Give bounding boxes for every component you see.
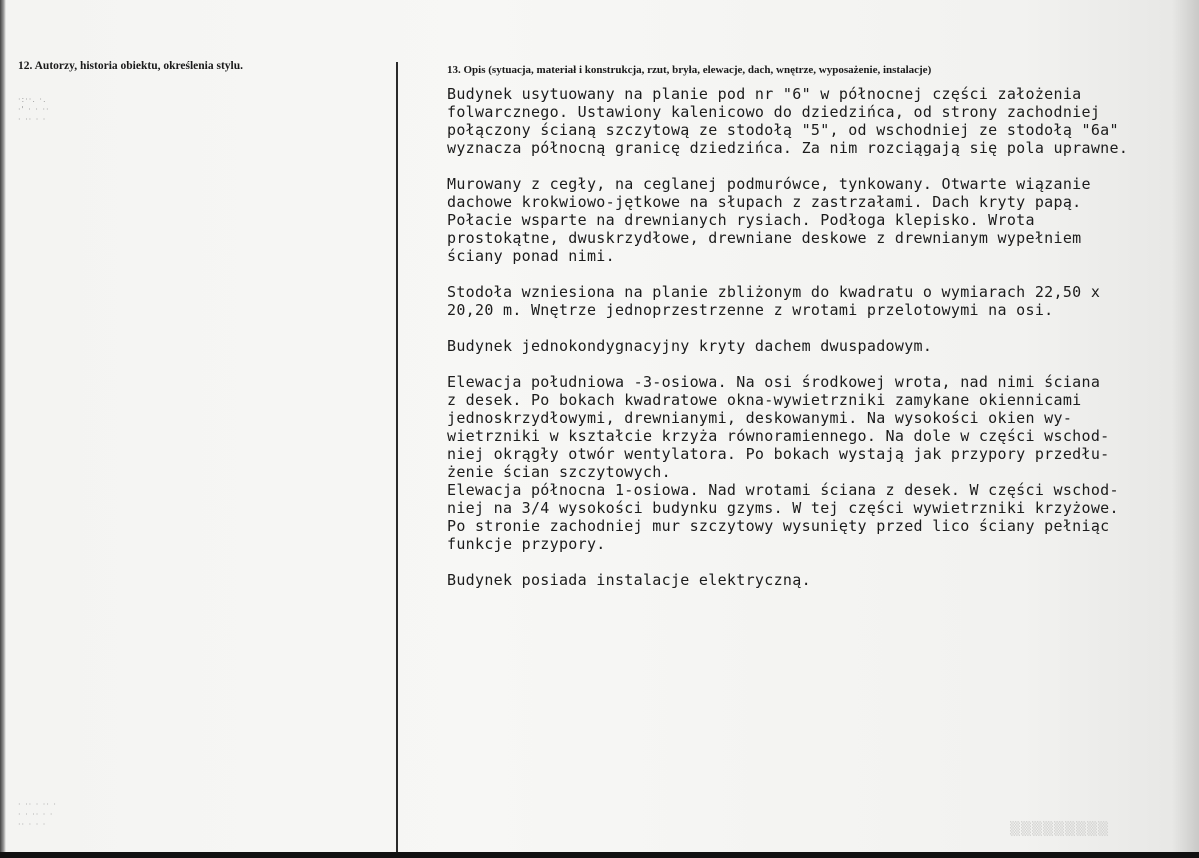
text-line: Elewacja południowa -3-osiowa. Na osi środkowej wrota, nad nimi ściana <box>447 373 1101 391</box>
text-line: Budynek usytuowany na planie pod nr "6" w północnej części założenia <box>447 85 1082 103</box>
text-line: Elewacja północna 1-osiowa. Nad wrotami ściana z desek. W części wschod- <box>447 481 1119 499</box>
text-line: Budynek posiada instalacje elektryczną. <box>447 571 811 589</box>
text-line: połączony ścianą szczytową ze stodołą "5", od wschodniej ze stodołą "6a" <box>447 121 1119 139</box>
text-line: wietrzniki w kształcie krzyża równoramiennego. Na dole w części wschod- <box>447 427 1110 445</box>
description-body <box>447 85 1177 607</box>
text-line: wyznacza północną granicę dziedzińca. Za nim rozciągają się pola uprawne. <box>447 139 1129 157</box>
text-line: dachowe krokwiowo-jętkowe na słupach z zastrzałami. Dach kryty papą. <box>447 193 1082 211</box>
paragraph-location <box>447 85 1177 157</box>
paragraph-elevations <box>447 373 1177 553</box>
scan-bottom-edge <box>0 852 1199 858</box>
text-line: Stodoła wzniesiona na planie zbliżonym do kwadratu o wymiarach 22,50 x <box>447 283 1101 301</box>
text-line: niej na 3/4 wysokości budynku gzyms. W tej części wywietrzniki krzyżowe. <box>447 499 1119 517</box>
section-13-title: 13. Opis (sytuacja, materiał i konstrukcja, rzut, bryła, elewacje, dach, wnętrze, wyposażenie, instalacje) <box>447 64 932 76</box>
text-line: folwarcznego. Ustawiony kalenicowo do dziedzińca, od strony zachodniej <box>447 103 1101 121</box>
paragraph-installations <box>447 571 1177 589</box>
text-line: prostokątne, dwuskrzydłowe, drewniane deskowe z drewnianym wypełniem <box>447 229 1082 247</box>
scan-noise-bottom-left: · ·· · ·· · · · ·· · · ·· · · · <box>18 800 57 829</box>
text-line: żenie ścian szczytowych. <box>447 463 671 481</box>
text-line: Budynek jednokondygnacyjny kryty dachem dwuspadowym. <box>447 337 933 355</box>
section-12-title: 12. Autorzy, historia obiektu, określenia stylu. <box>18 60 244 72</box>
text-line: Murowany z cegły, na ceglanej podmurówce, tynkowany. Otwarte wiązanie <box>447 175 1091 193</box>
text-line: Połacie wsparte na drewnianych rysiach. Podłoga klepisko. Wrota <box>447 211 1035 229</box>
paragraph-plan <box>447 283 1177 319</box>
text-line: funkcje przypory. <box>447 535 606 553</box>
faint-stamp: ▒▒▒▒▒▒▒▒▒ <box>1010 822 1109 837</box>
paragraph-body <box>447 337 1177 355</box>
text-line: ściany ponad nimi. <box>447 247 615 265</box>
paragraph-construction <box>447 175 1177 265</box>
scan-left-edge <box>0 0 6 858</box>
column-divider <box>396 62 398 852</box>
scan-noise-top-left: ·:··. ·. ·' · · ·· · ·· · · <box>18 95 50 124</box>
text-line: z desek. Po bokach kwadratowe okna-wywietrzniki zamykane okiennicami <box>447 391 1082 409</box>
text-line: 20,20 m. Wnętrze jednoprzestrzenne z wrotami przelotowymi na osi. <box>447 301 1054 319</box>
text-line: niej okrągły otwór wentylatora. Po bokach wystają jak przypory przedłu- <box>447 445 1110 463</box>
text-line: Po stronie zachodniej mur szczytowy wysunięty przed lico ściany pełniąc <box>447 517 1110 535</box>
text-line: jednoskrzydłowymi, drewnianymi, deskowanymi. Na wysokości okien wy- <box>447 409 1073 427</box>
